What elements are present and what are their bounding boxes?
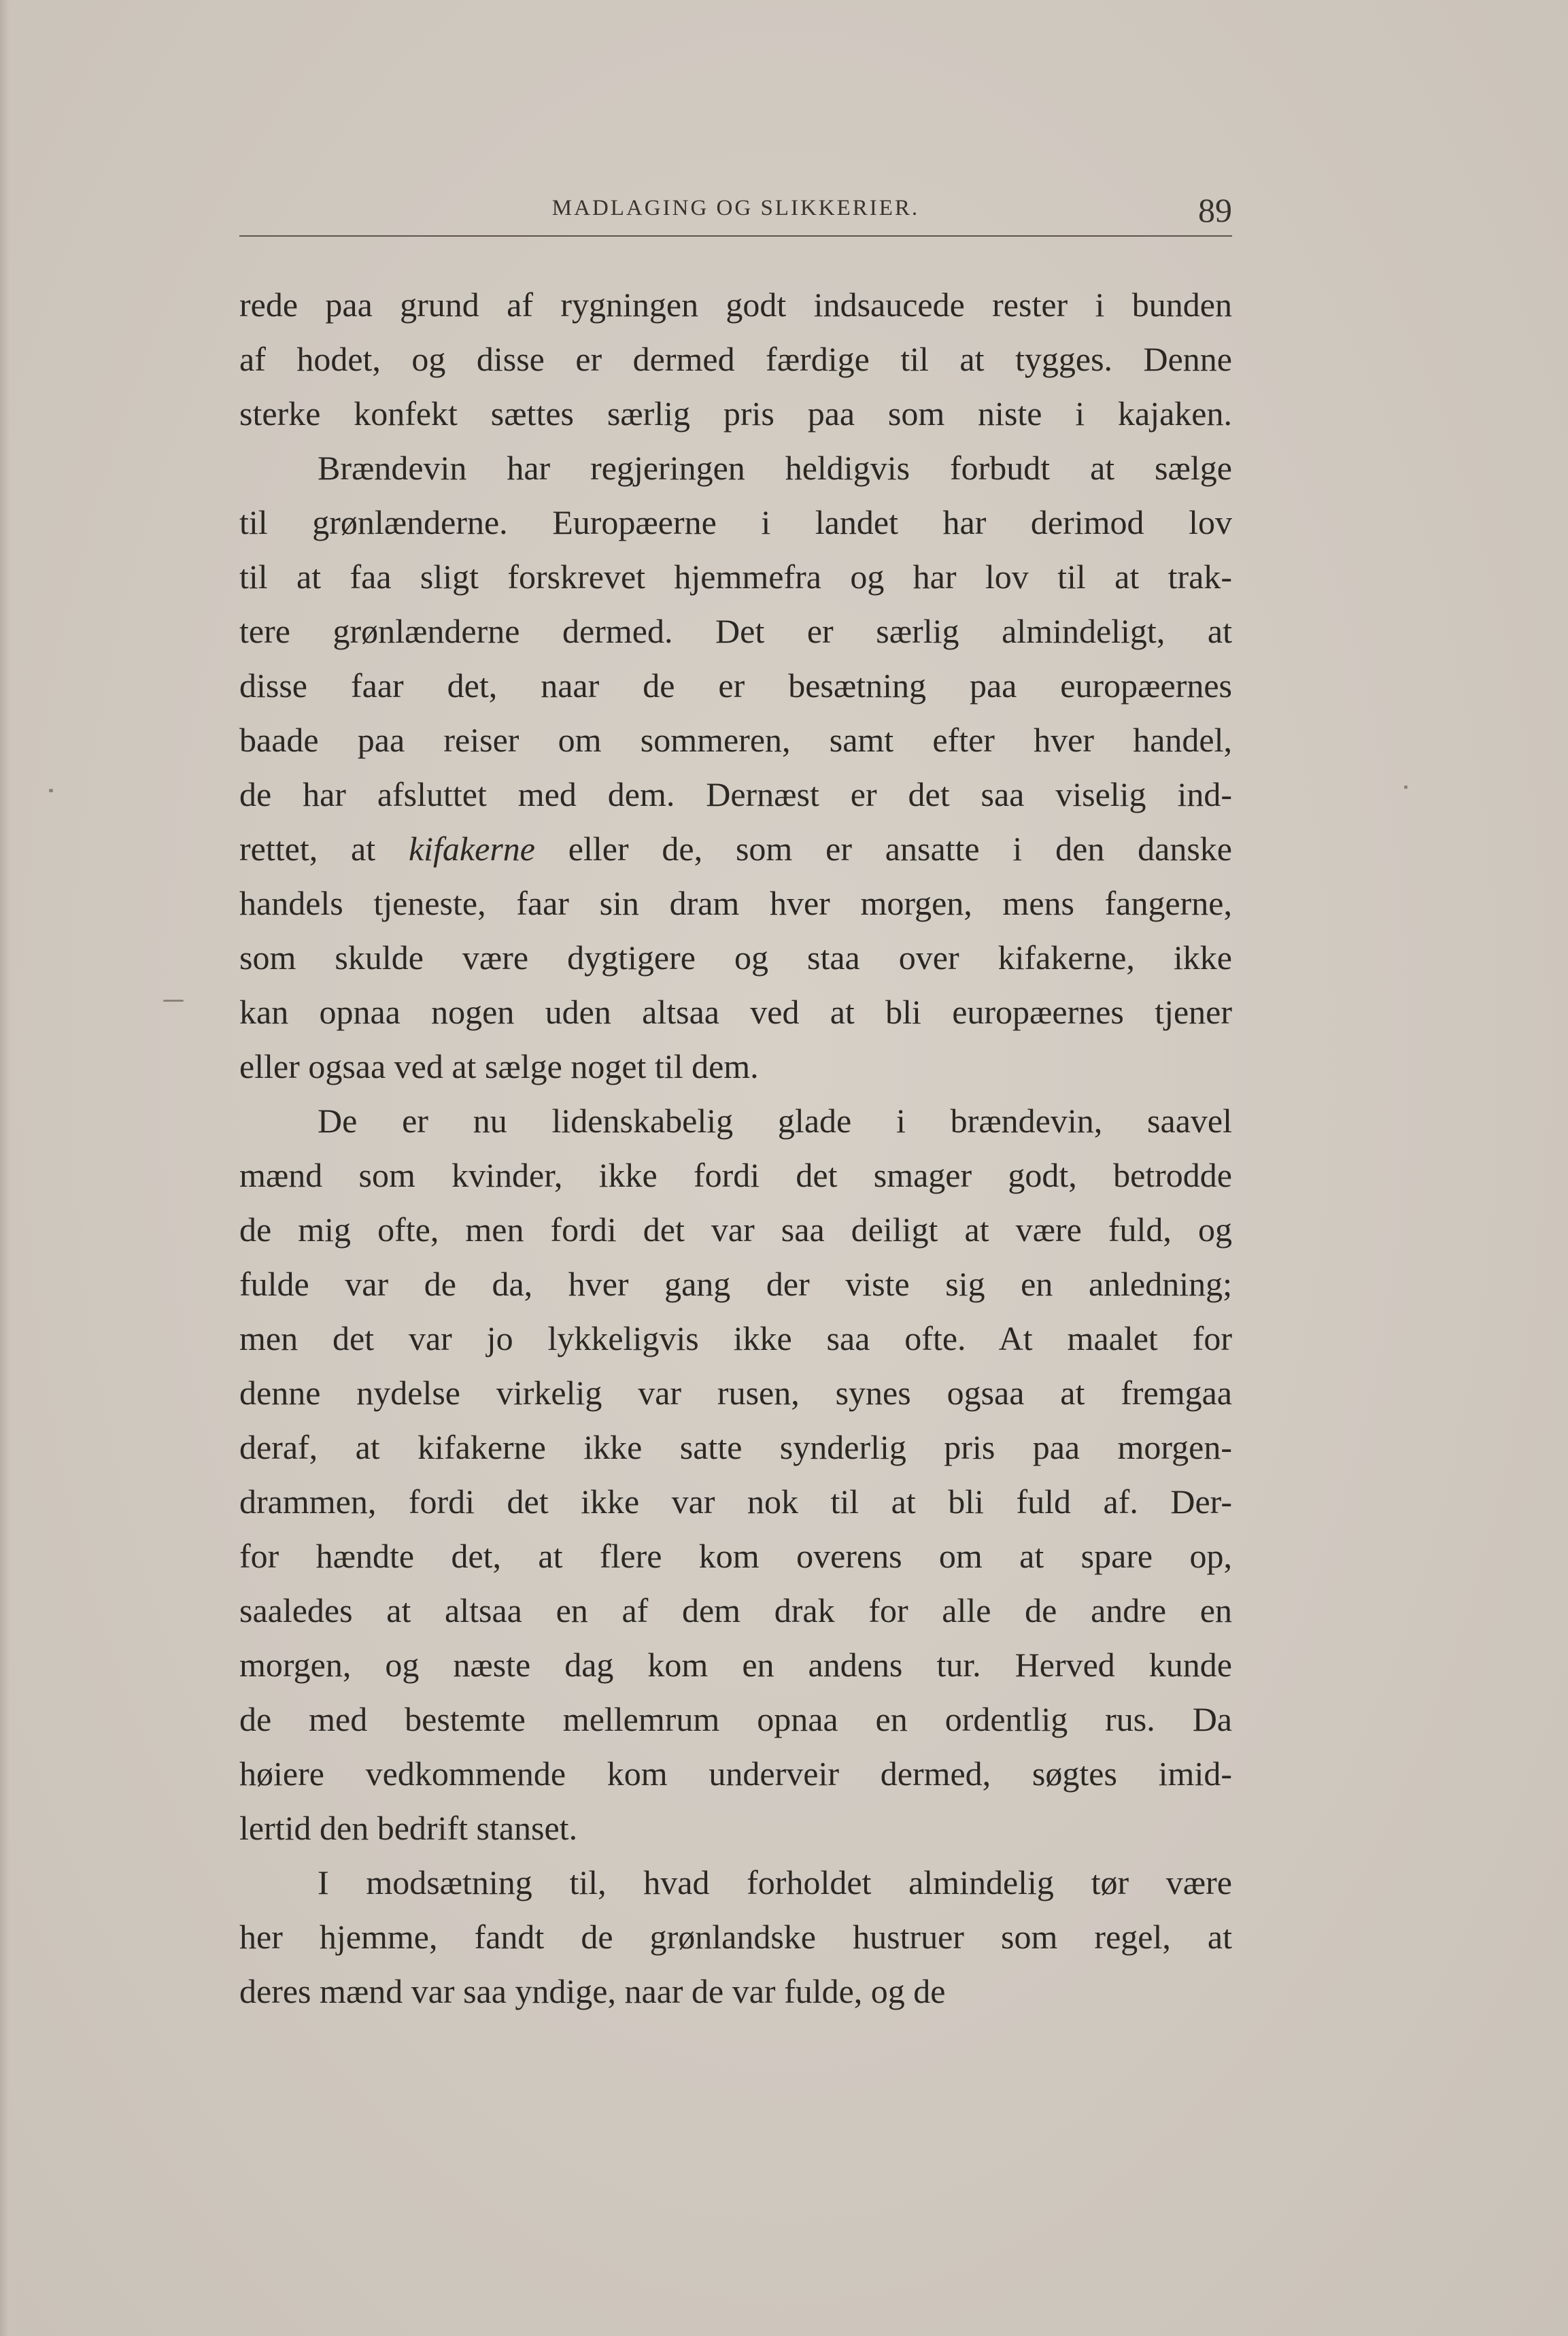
text-segment: deraf, at kifakerne ikke satte synderlig pris paa morgen- [239,1428,1232,1466]
text-segment: her hjemme, fandt de grønlandske hustruer som regel, at [239,1918,1232,1956]
binding-edge [0,0,10,2336]
text-line [239,658,1232,713]
text-line [239,1202,1232,1257]
text-line [239,1638,1232,1692]
text-line [239,332,1232,386]
paper-speck [163,1000,184,1002]
text-line [239,767,1232,822]
text-line [239,1420,1232,1474]
page-number: 89 [1198,191,1232,229]
text-segment: kan opnaa nogen uden altsaa ved at bli europæernes tjener [239,993,1232,1031]
text-segment: til grønlænderne. Europæerne i landet har derimod lov [239,503,1232,541]
text-segment: drammen, fordi det ikke var nok til at bli fuld af. Der- [239,1483,1232,1521]
text-line [239,1148,1232,1202]
text-line [239,1094,1232,1148]
text-segment: de mig ofte, men fordi det var saa deiligt at være fuld, og [239,1211,1232,1249]
text-line [239,1583,1232,1638]
text-segment: eller ogsaa ved at sælge noget til dem. [239,1047,759,1085]
text-segment: til at faa sligt forskrevet hjemmefra og har lov til at trak- [239,558,1232,596]
text-segment: rede paa grund af rygningen godt indsaucede rester i bunden [239,286,1232,324]
text-segment: saaledes at altsaa en af dem drak for alle de andre en [239,1591,1232,1629]
text-segment: deres mænd var saa yndige, naar de var fulde, og de [239,1972,946,2010]
text-segment: fulde var de da, hver gang der viste sig en anledning; [239,1265,1232,1303]
text-segment: disse faar det, naar de er besætning paa europæernes [239,666,1232,705]
body-text [239,277,1232,2018]
text-line [239,713,1232,767]
text-line [239,985,1232,1039]
text-line [239,386,1232,441]
text-line [239,1039,1232,1094]
text-line [239,549,1232,604]
text-line [239,1910,1232,1964]
text-line [239,930,1232,985]
text-segment: men det var jo lykkeligvis ikke saa ofte. At maalet for [239,1319,1232,1357]
text-line [239,1529,1232,1583]
text-line [239,1855,1232,1910]
text-line [239,822,1232,876]
text-line [239,1801,1232,1855]
text-segment: De er nu lidenskabelig glade i brændevin, saavel [318,1102,1232,1140]
text-line [239,1474,1232,1529]
text-segment: denne nydelse virkelig var rusen, synes ogsaa at fremgaa [239,1374,1232,1412]
paper-speck [49,789,53,792]
page-header [239,190,1232,231]
text-segment: lertid den bedrift stanset. [239,1809,578,1847]
text-segment: de med bestemte mellemrum opnaa en ordentlig rus. Da [239,1700,1232,1738]
text-segment: I modsætning til, hvad forholdet almindelig tør være [318,1863,1232,1901]
text-segment: som skulde være dygtigere og staa over kifakerne, ikke [239,938,1232,977]
text-segment: rettet, at [239,830,409,868]
header-rule [239,235,1232,237]
text-segment: høiere vedkommende kom underveir dermed, søgtes imid- [239,1755,1232,1793]
text-line [239,876,1232,930]
text-line [239,495,1232,549]
text-segment: baade paa reiser om sommeren, samt efter hver handel, [239,721,1232,759]
text-line [239,441,1232,495]
text-segment: handels tjeneste, faar sin dram hver morgen, mens fangerne, [239,884,1232,922]
paper-speck [1404,785,1408,789]
text-segment: af hodet, og disse er dermed færdige til at tygges. Denne [239,340,1232,378]
running-head: MADLAGING OG SLIKKERIER. [551,196,920,220]
text-line [239,277,1232,332]
text-segment: for hændte det, at flere kom overens om at spare op, [239,1537,1232,1575]
text-line [239,1964,1232,2018]
text-segment: mænd som kvinder, ikke fordi det smager godt, betrodde [239,1156,1232,1194]
text-line [239,1257,1232,1311]
text-line [239,1311,1232,1366]
text-line [239,1692,1232,1746]
text-segment: eller de, som er ansatte i den danske [534,830,1232,868]
text-segment: tere grønlænderne dermed. Det er særlig almindeligt, at [239,612,1232,650]
italic-term: kifakerne [408,830,535,868]
text-segment: de har afsluttet med dem. Dernæst er det saa viselig ind- [239,775,1232,813]
text-segment: morgen, og næste dag kom en andens tur. Herved kunde [239,1646,1232,1684]
text-line [239,1366,1232,1420]
text-segment: sterke konfekt sættes særlig pris paa som niste i kajaken. [239,394,1232,433]
text-segment: Brændevin har regjeringen heldigvis forbudt at sælge [318,449,1232,487]
text-line [239,604,1232,658]
text-line [239,1746,1232,1801]
